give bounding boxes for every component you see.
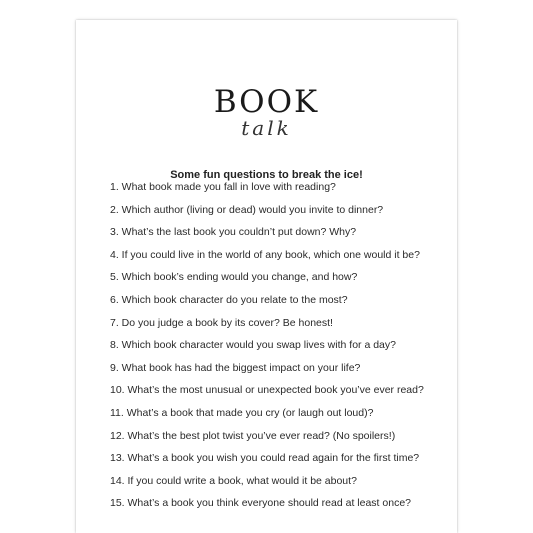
question-item: 4. If you could live in the world of any book, which one would it be? [110,248,420,261]
question-list [110,180,424,519]
question-item: 15. What’s a book you think everyone should read at least once? [110,497,411,510]
page-title: BOOK [213,84,320,120]
question-item: 10. What’s the most unusual or unexpected book you’ve ever read? [110,384,424,397]
question-item: 11. What’s a book that made you cry (or laugh out loud)? [110,406,374,419]
question-item: 6. Which book character do you relate to the most? [110,293,348,306]
question-item: 2. Which author (living or dead) would you invite to dinner? [110,203,384,216]
question-item: 1. What book made you fall in love with reading? [110,181,336,193]
question-item: 8. Which book character would you swap lives with for a day? [110,339,396,352]
script-subheading: talk [241,116,292,140]
question-item: 3. What’s the last book you couldn’t put down? Why? [110,226,357,239]
question-item: 14. If you could write a book, what would it be about? [110,474,357,487]
subtitle: Some fun questions to break the ice! [170,169,363,181]
question-item: 13. What’s a book you wish you could read again for the first time? [110,452,420,465]
question-item: 9. What book has had the biggest impact on your life? [110,361,361,374]
question-item: 7. Do you judge a book by its cover? Be honest! [110,316,333,329]
question-item: 5. Which book’s ending would you change, and how? [110,271,358,284]
question-item: 12. What’s the best plot twist you’ve ever read? (No spoilers!) [110,429,396,442]
